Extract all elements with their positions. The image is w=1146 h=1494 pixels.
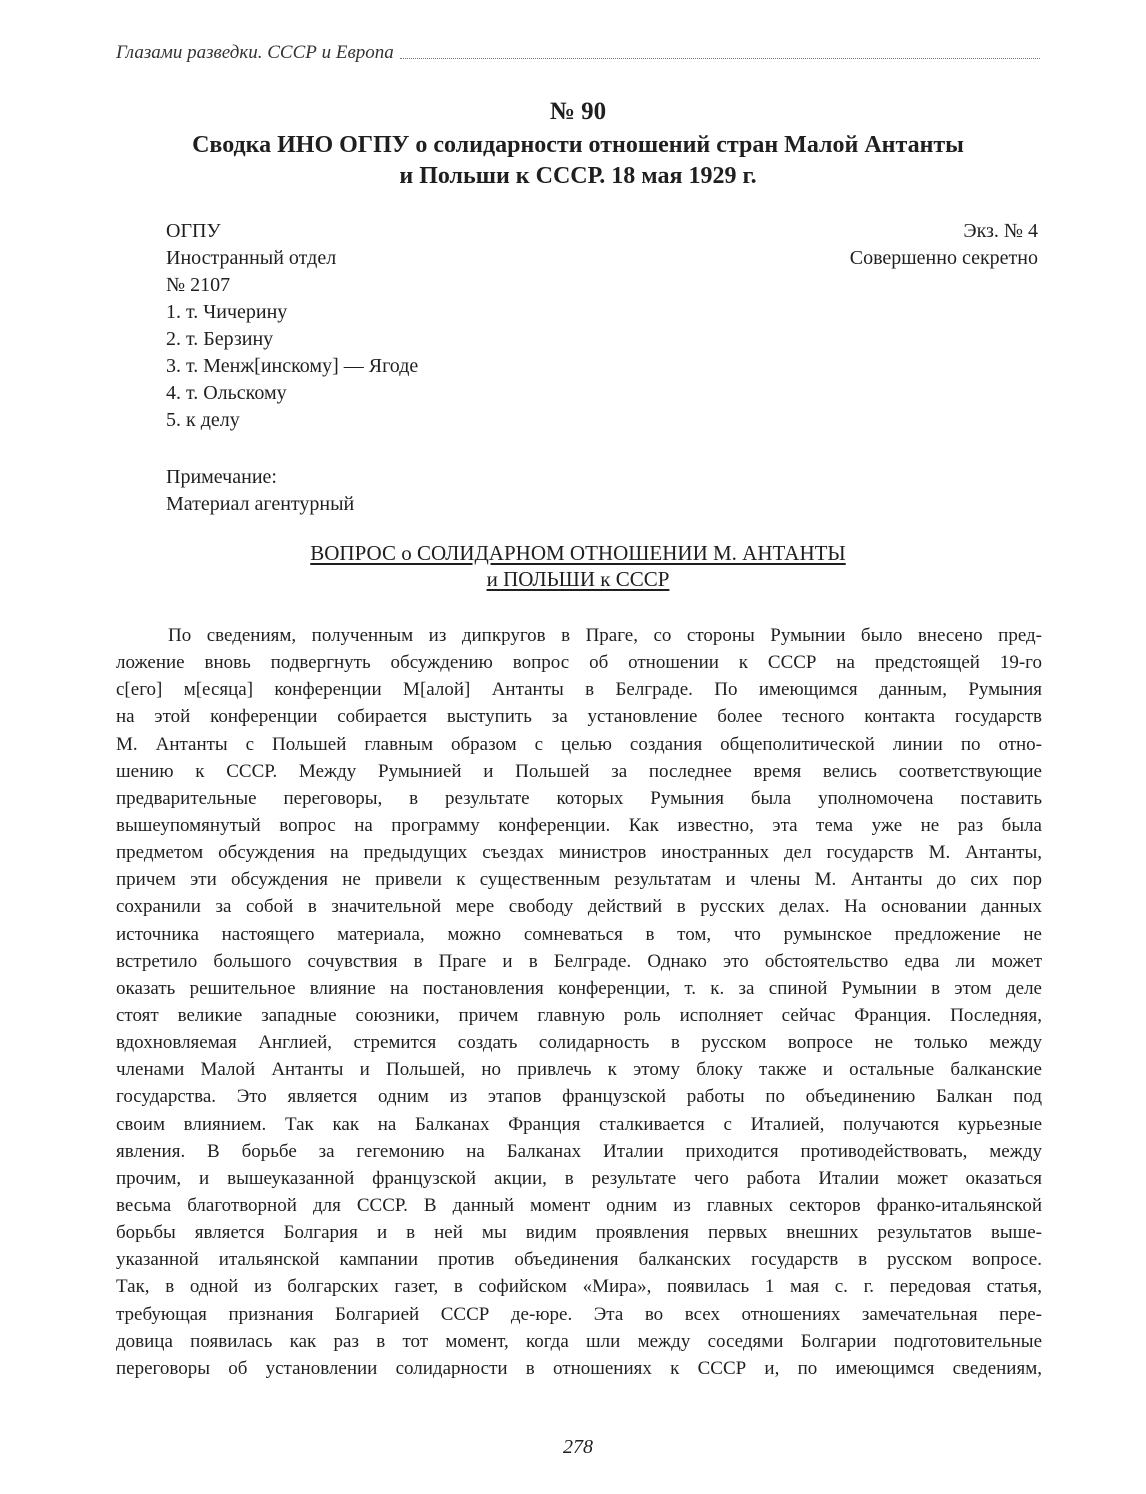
document-title-line: и Польши к СССР. 18 мая 1929 г.: [399, 163, 757, 189]
body-line: предметом обсуждения на предыдущих съездах министров иностранных дел государств М. Антанты,: [116, 842, 1042, 864]
body-line: борьбы является Болгария и в ней мы видим проявления первых внешних результатов выше-: [116, 1222, 1042, 1244]
section-heading: [200, 540, 956, 592]
body-line: шению к СССР. Между Румынией и Польшей за последнее время велись соответствующие: [116, 760, 1042, 782]
body-line: с[его] м[есяца] конференции М[алой] Антанты в Белграде. По имеющимся данным, Румыния: [116, 679, 1042, 701]
running-head: [116, 36, 1040, 64]
addressee-line: 2. т. Берзину: [166, 328, 274, 350]
body-line: сохранили за собой в значительной мере свободу действий в русских делах. На основании данных: [116, 896, 1042, 918]
addressee-line: 5. к делу: [166, 409, 240, 431]
body-line: ложение вновь подвергнуть обсуждению вопрос об отношении к СССР на предстоящей 19-го: [116, 652, 1042, 674]
note-text: Материал агентурный: [166, 493, 355, 515]
document-title: [140, 130, 1016, 192]
body-line: По сведениям, полученным из дипкругов в Праге, со стороны Румынии было внесено пред-: [168, 625, 1042, 646]
body-line: своим влиянием. Так как на Балканах Франция сталкивается с Италией, получаются курьезные: [116, 1113, 1042, 1135]
addressee-line: 4. т. Ольскому: [166, 382, 287, 404]
running-head-rule: [400, 58, 1040, 59]
note-label: Примечание:: [166, 466, 277, 488]
section-heading-line: ВОПРОС о СОЛИДАРНОМ ОТНОШЕНИИ М. АНТАНТЫ: [310, 541, 846, 565]
body-line: оказать решительное влияние на постановления конференции, т. к. за спиной Румынии в этом деле: [116, 977, 1042, 999]
body-line: явления. В борьбе за гегемонию на Балканах Италии приходится противодействовать, между: [116, 1140, 1042, 1162]
body-line: членами Малой Антанты и Польшей, но привлечь к этому блоку также и остальные балканские: [116, 1059, 1042, 1081]
addressee-line: Иностранный отдел: [166, 247, 337, 269]
body-line: причем эти обсуждения не привели к существенным результатам и члены М. Антанты до сих пор: [116, 869, 1042, 891]
body-line: стоят великие западные союзники, причем главную роль исполняет сейчас Франция. Последняя,: [116, 1004, 1042, 1026]
note-block: [166, 464, 586, 518]
body-line: вдохновляемая Англией, стремится создать солидарность в русском вопросе не только между: [116, 1032, 1042, 1054]
document-number: № 90: [549, 98, 607, 125]
addressee-line: 1. т. Чичерину: [166, 301, 288, 323]
document-title-line: Сводка ИНО ОГПУ о солидарности отношений стран Малой Антанты: [192, 132, 964, 158]
addressee-block: [166, 218, 586, 434]
body-line: источника настоящего материала, можно сомневаться в том, что румынское предложение не: [116, 923, 1042, 945]
body-line: предварительные переговоры, в результате которых Румыния была уполномочена поставить: [116, 787, 1042, 809]
body-line: прочим, и вышеуказанной французской акции, в результате чего работа Италии может оказаться: [116, 1167, 1042, 1189]
body-line: весьма благотворной для СССР. В данный момент одним из главных секторов франко-итальянской: [116, 1194, 1042, 1216]
body-line: Так, в одной из болгарских газет, в софийском «Мира», появилась 1 мая с. г. передовая статья,: [116, 1276, 1042, 1298]
body-line: государства. Это является одним из этапов французской работы по объединению Балкан под: [116, 1086, 1042, 1108]
page-number: 278: [563, 1436, 593, 1458]
secrecy-label: Совершенно секретно: [849, 247, 1038, 269]
addressee-line: 3. т. Менж[инскому] — Ягоде: [166, 355, 419, 377]
body-text: [116, 622, 1042, 1382]
body-line: довица появилась как раз в тот момент, когда шли между соседями Болгарии подготовительные: [116, 1330, 1042, 1352]
copy-number: Экз. № 4: [963, 220, 1038, 242]
addressee-line: № 2107: [166, 274, 231, 296]
section-heading-line: и ПОЛЬШИ к СССР: [486, 567, 670, 591]
body-line: требующая признания Болгарией СССР де-юре. Эта во всех отношениях замечательная пере-: [116, 1303, 1042, 1325]
body-line: встретило большого сочувствия в Праге и в Белграде. Однако это обстоятельство едва ли может: [116, 950, 1042, 972]
body-line: М. Антанты с Польшей главным образом с целью создания общеполитической линии по отно-: [116, 733, 1042, 755]
addressee-line: ОГПУ: [166, 220, 221, 242]
body-line: вышеупомянутый вопрос на программу конференции. Как известно, эта тема уже не раз была: [116, 814, 1042, 836]
classification-block: [760, 218, 1038, 272]
body-line: переговоры об установлении солидарности в отношениях к СССР и, по имеющимся сведениям,: [116, 1357, 1042, 1379]
body-line: указанной итальянской кампании против объединения балканских государств в русском вопросе.: [116, 1249, 1042, 1271]
running-head-text: Глазами разведки. СССР и Европа: [116, 42, 394, 63]
body-line: на этой конференции собирается выступить за установление более тесного контакта государств: [116, 706, 1042, 728]
